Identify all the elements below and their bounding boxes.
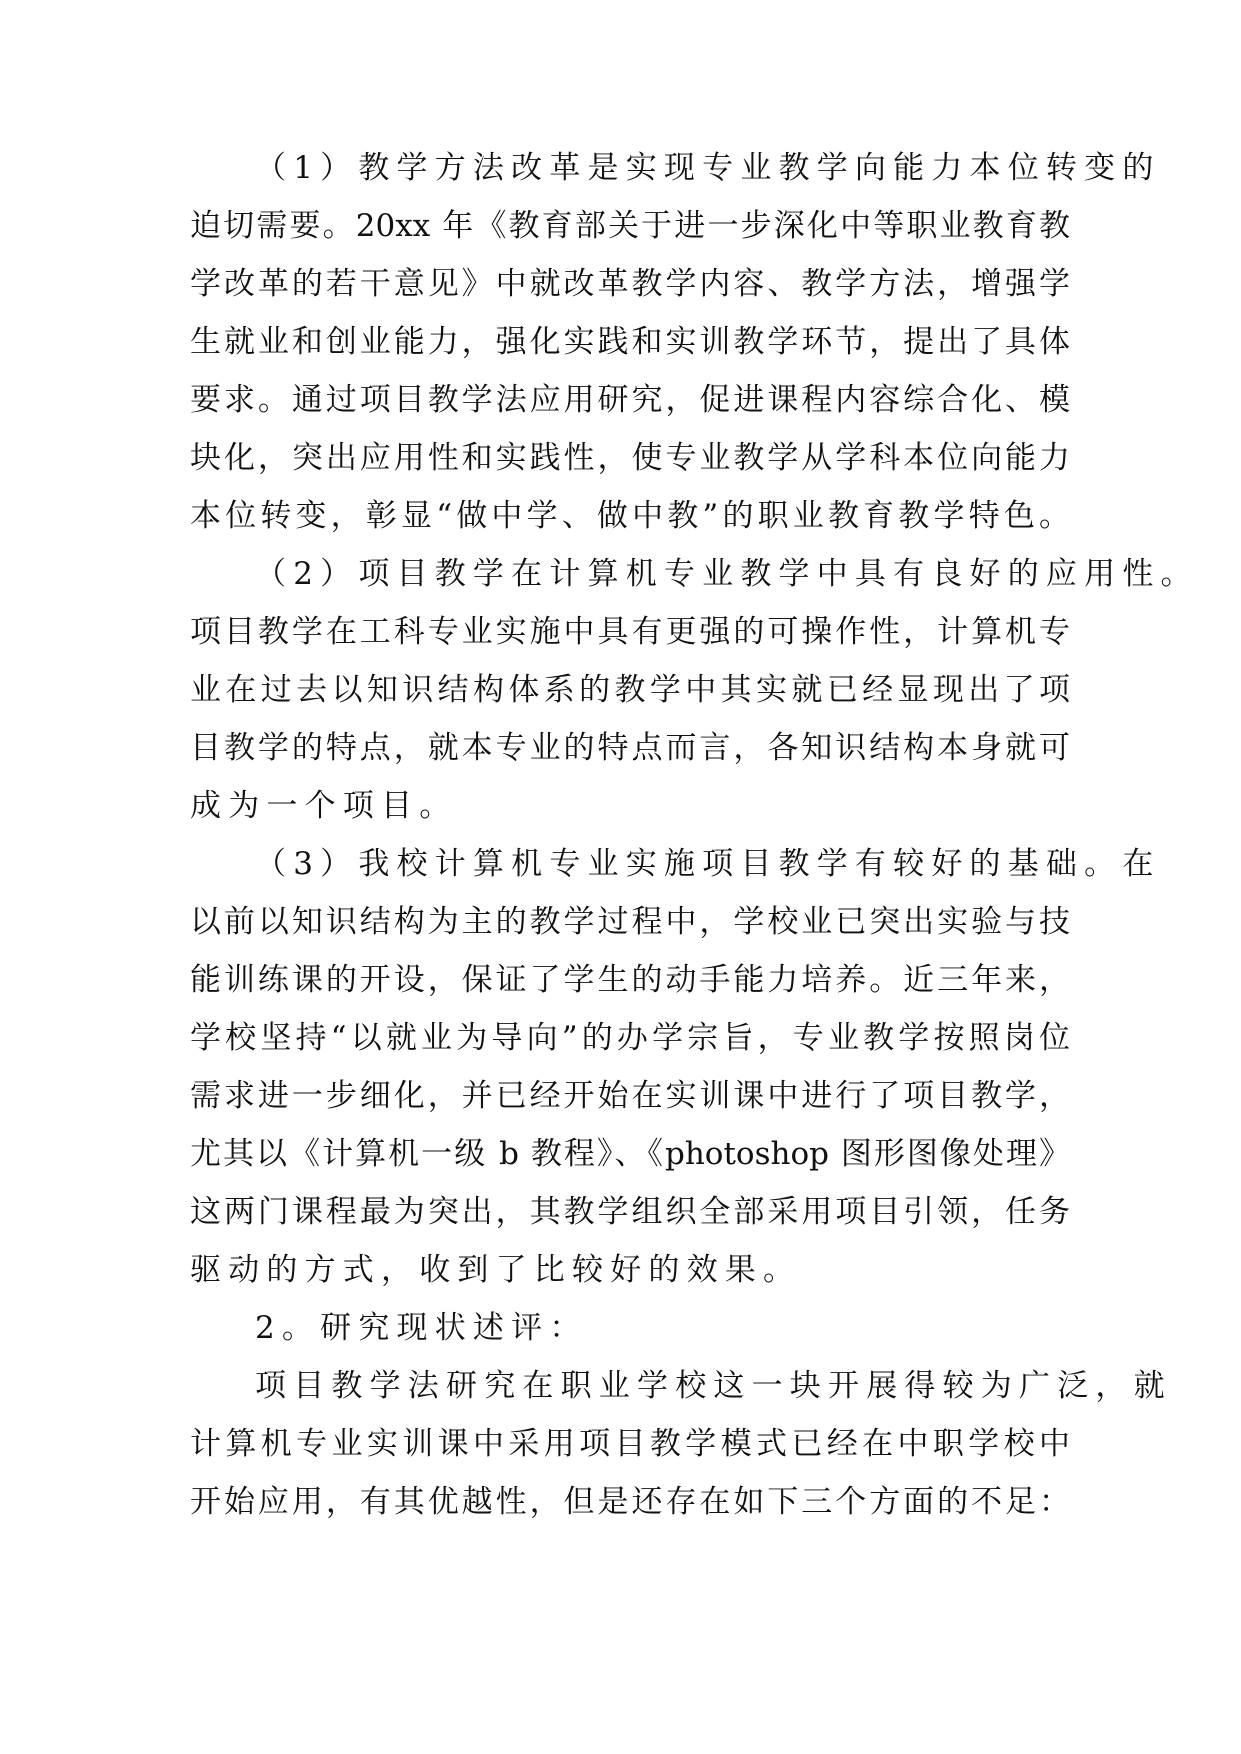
paragraph-line: 学校坚持“以就业为导向”的办学宗旨，专业教学按照岗位 bbox=[190, 1020, 1070, 1056]
paragraph-line: 能训练课的开设，保证了学生的动手能力培养。近三年来， bbox=[190, 962, 1070, 998]
paragraph-line: 要求。通过项目教学法应用研究，促进课程内容综合化、模 bbox=[190, 382, 1070, 418]
paragraph-line: 项目教学法研究在职业学校这一块开展得较为广泛，就 bbox=[255, 1368, 1172, 1404]
paragraph-line: 生就业和创业能力，强化实践和实训教学环节，提出了具体 bbox=[190, 324, 1070, 360]
paragraph-line: 本位转变，彰显“做中学、做中教”的职业教育教学特色。 bbox=[190, 498, 1070, 534]
paragraph-line: （1）教学方法改革是实现专业教学向能力本位转变的 bbox=[255, 150, 1161, 186]
paragraph-line: 学改革的若干意见》中就改革教学内容、教学方法，增强学 bbox=[190, 266, 1070, 302]
paragraph-line: （3）我校计算机专业实施项目教学有较好的基础。在 bbox=[255, 846, 1161, 882]
paragraph-line: 尤其以《计算机一级 b 教程》、《photoshop 图形图像处理》 bbox=[190, 1136, 1070, 1172]
paragraph-line: 驱动的方式，收到了比较好的效果。 bbox=[190, 1252, 802, 1288]
paragraph-line: 计算机专业实训课中采用项目教学模式已经在中职学校中 bbox=[190, 1426, 1070, 1462]
paragraph-line: 开始应用，有其优越性，但是还存在如下三个方面的不足： bbox=[190, 1484, 1070, 1520]
paragraph-line: 项目教学在工科专业实施中具有更强的可操作性，计算机专 bbox=[190, 614, 1070, 650]
paragraph-line: 块化，突出应用性和实践性，使专业教学从学科本位向能力 bbox=[190, 440, 1070, 476]
paragraph-line: 以前以知识结构为主的教学过程中，学校业已突出实验与技 bbox=[190, 904, 1070, 940]
paragraph-line: 需求进一步细化，并已经开始在实训课中进行了项目教学， bbox=[190, 1078, 1070, 1114]
paragraph-line: 成为一个项目。 bbox=[190, 788, 458, 824]
paragraph-line: 这两门课程最为突出，其教学组织全部采用项目引领，任务 bbox=[190, 1194, 1070, 1230]
paragraph-line: （2）项目教学在计算机专业教学中具有良好的应用性。 bbox=[255, 556, 1199, 592]
section-heading: 2。研究现状述评： bbox=[255, 1310, 588, 1346]
paragraph-line: 迫切需要。20xx 年《教育部关于进一步深化中等职业教育教 bbox=[190, 208, 1070, 244]
paragraph-line: 业在过去以知识结构体系的教学中其实就已经显现出了项 bbox=[190, 672, 1070, 708]
paragraph-line: 目教学的特点，就本专业的特点而言，各知识结构本身就可 bbox=[190, 730, 1070, 766]
